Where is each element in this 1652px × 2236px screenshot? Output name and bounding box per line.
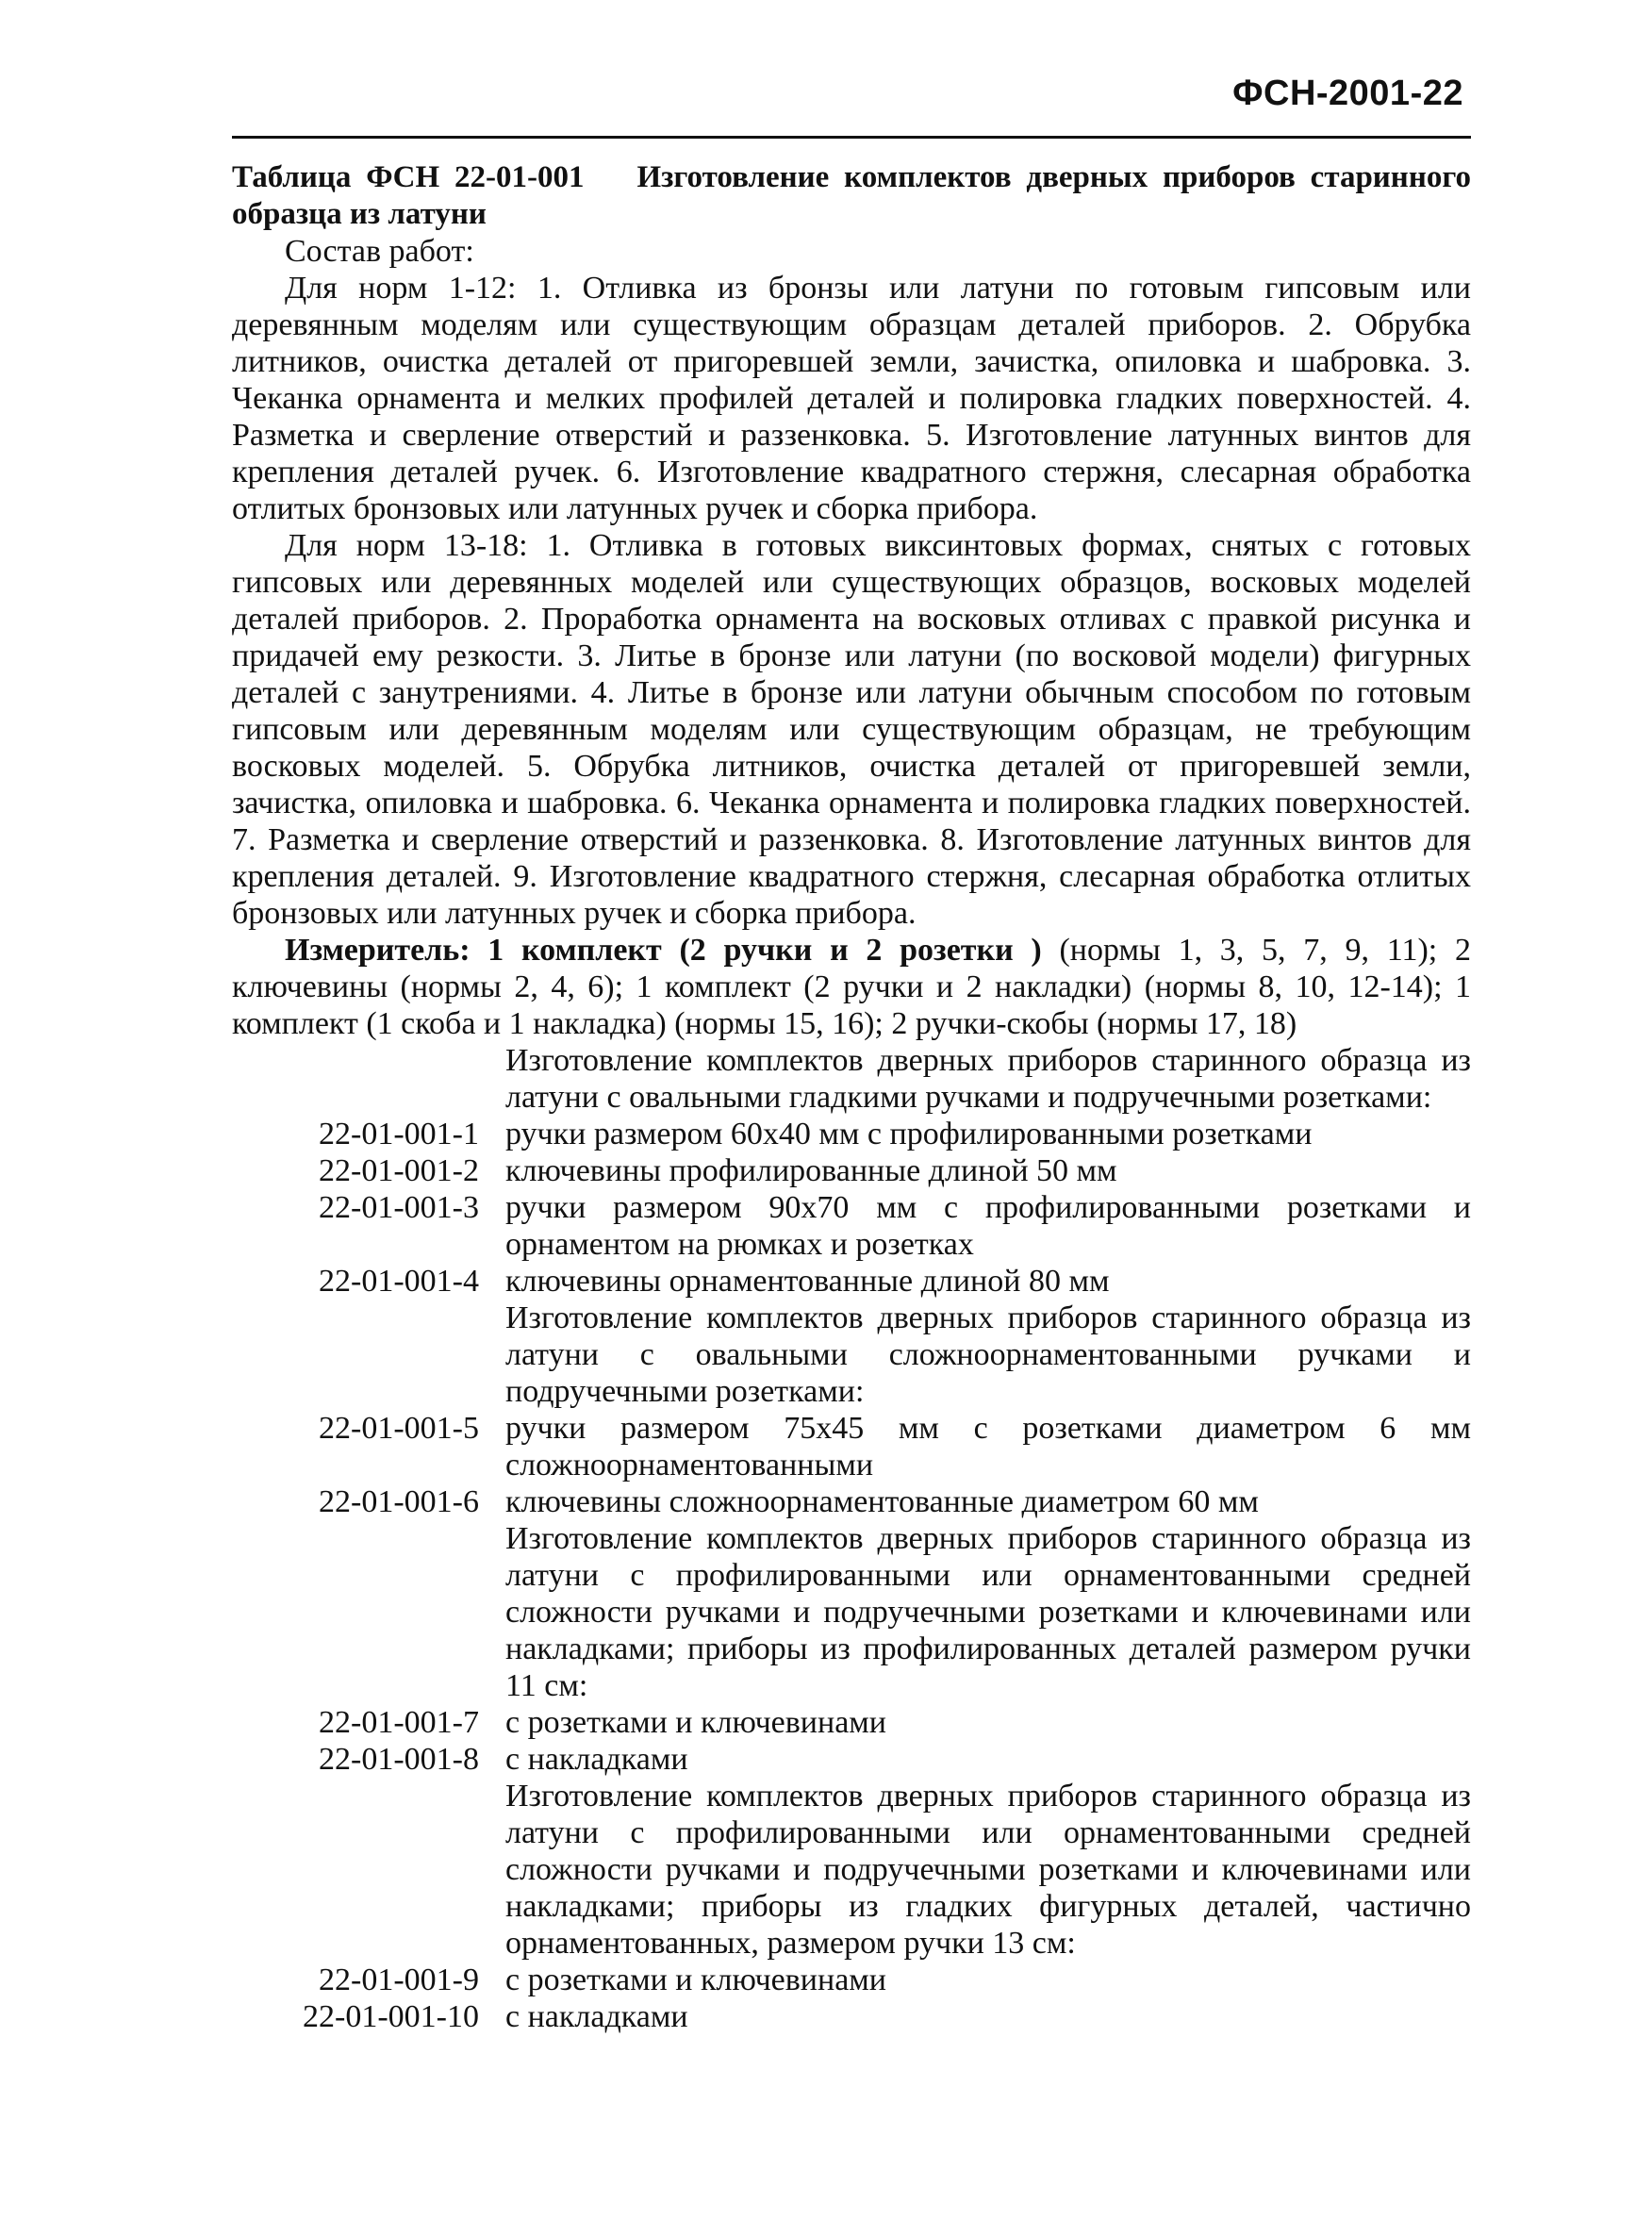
norm-row [232,1483,1471,1520]
norm-code: 22-01-001-8 [319,1742,479,1777]
norm-description: с розетками и ключевинами [505,1705,886,1740]
table-code: Таблица ФСН 22-01-001 [232,160,585,194]
norm-code: 22-01-001-9 [319,1963,479,1997]
norm-code: 22-01-001-1 [319,1117,479,1151]
norm-description: с накладками [505,1742,688,1777]
norm-code: 22-01-001-7 [319,1705,479,1740]
norm-group-heading [232,1300,1471,1410]
norm-description: ключевины сложноорнаментованные диаметром 60 мм [505,1484,1259,1519]
norm-code: 22-01-001-5 [319,1411,479,1446]
norm-row [232,1998,1471,2035]
norm-code: 22-01-001-6 [319,1484,479,1519]
header-rule [232,136,1471,139]
norm-code: 22-01-001-4 [319,1264,479,1299]
norm-code [232,1520,505,1704]
norm-group-heading [232,1778,1471,1962]
norm-description: ручки размером 60х40 мм с профилированными розетками [505,1117,1313,1151]
norm-row [232,1116,1471,1152]
norm-description: с накладками [505,1999,688,2034]
work-composition-label: Состав работ: [285,234,474,269]
norm-description: ключевины профилированные длиной 50 мм [505,1153,1117,1188]
norm-description: Изготовление комплектов дверных приборов старинного образца из латуни с овальными гладкими ручками и подручечными розетками: [505,1043,1471,1115]
norm-row [232,1962,1471,1998]
norm-code: 22-01-001-10 [303,1999,479,2034]
norm-group-heading [232,1042,1471,1116]
norm-code: 22-01-001-2 [319,1153,479,1188]
norm-description: ключевины орнаментованные длиной 80 мм [505,1264,1110,1299]
work-composition-norms-13-18: Для норм 13-18: 1. Отливка в готовых виксинтовых формах, снятых с готовых гипсовых или деревянных моделей или существующих образцов, восковых моделей деталей приборов. 2. Проработка орнамента на восковых отливах с правкой рисунка и придачей ему резкости. 3. Литье в бронзе или латуни (по восковой модели) фигурных деталей с занутрениями. 4. Литье в бронзе или латуни обычным способом по готовым гипсовым или деревянным моделям или существующим образцам, не требующим восковых моделей. 5. Обрубка литников, очистка деталей от пригоревшей земли, зачистка, опиловка и шабровка. 6. Чеканка орнамента и полировка гладких поверхностей. 7. Разметка и сверление отверстий и раззенковка. 8. Изготовление латунных винтов для крепления деталей. 9. Изготовление квадратного стержня, слесарная обработка отлитых бронзовых или латунных ручек и сборка прибора. [232,528,1471,931]
measure-text: (нормы 1, 3, 5, 7, 9, 11); 2 ключевины (нормы 2, 4, 6); 1 комплект (2 ручки и 2 накладки) (нормы 8, 10, 12-14); 1 комплект (1 скоба и 1 накладка) (нормы 15, 16); 2 ручки-скобы (нормы 17, 18) [232,933,1471,1041]
norm-row [232,1704,1471,1741]
norm-description: ручки размером 75х45 мм с розетками диаметром 6 мм сложноорнаментованными [505,1411,1471,1482]
norm-code [232,1042,505,1116]
norms-list [232,1042,1471,2035]
norm-row [232,1189,1471,1263]
table-title: Изготовление комплектов дверных приборов старинного образца из латуни [232,160,1472,231]
table-heading [232,159,1471,233]
norm-code: 22-01-001-3 [319,1190,479,1225]
norm-row [232,1410,1471,1483]
norm-description: Изготовление комплектов дверных приборов старинного образца из латуни с профилированными или орнаментованными средней сложности ручками и подручечными розетками и ключевинами или накладками; приборы из гладких фигурных деталей, частично орнаментованных, размером ручки 13 см: [505,1779,1471,1961]
norm-code [232,1300,505,1410]
norm-code [232,1778,505,1962]
running-header-doc-code: ФСН-2001-22 [1232,74,1463,113]
measure-label: Измеритель: 1 комплект (2 ручки и 2 розетки ) [285,933,1042,968]
norm-description: Изготовление комплектов дверных приборов старинного образца из латуни с овальными сложноорнаментованными ручками и подручечными розетками: [505,1300,1471,1409]
norm-row [232,1263,1471,1300]
norm-description: Изготовление комплектов дверных приборов старинного образца из латуни с профилированными или орнаментованными средней сложности ручками и подручечными розетками и ключевинами или накладками; приборы из профилированных деталей размером ручки 11 см: [505,1521,1471,1703]
document-page [232,75,1471,2035]
norm-description: ручки размером 90х70 мм с профилированными розетками и орнаментом на рюмках и розетках [505,1190,1471,1262]
norm-description: с розетками и ключевинами [505,1963,886,1997]
measure-paragraph [232,932,1471,1042]
norm-row [232,1152,1471,1189]
work-composition-norms-1-12: Для норм 1-12: 1. Отливка из бронзы или латуни по готовым гипсовым или деревянным моделям или существующим образцам деталей приборов. 2. Обрубка литников, очистка деталей от пригоревшей земли, зачистка, опиловка и шабровка. 3. Чеканка орнамента и мелких профилей деталей и полировка гладких поверхностей. 4. Разметка и сверление отверстий и раззенковка. 5. Изготовление латунных винтов для крепления деталей ручек. 6. Изготовление квадратного стержня, слесарная обработка отлитых бронзовых или латунных ручек и сборка прибора. [232,271,1471,526]
norm-row [232,1741,1471,1778]
norm-group-heading [232,1520,1471,1704]
